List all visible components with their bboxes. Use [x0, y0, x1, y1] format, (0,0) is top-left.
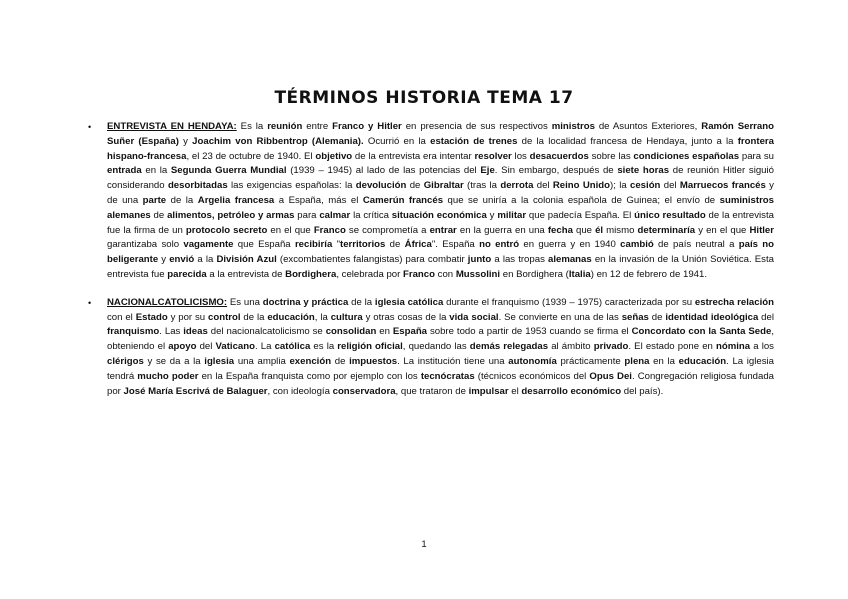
bold-run: Estado — [135, 311, 168, 323]
text-run: Es la — [236, 121, 268, 132]
bold-run: cesión — [630, 180, 661, 192]
text-run: de — [385, 239, 405, 251]
bold-run: España — [392, 326, 428, 338]
bold-run: cultura — [330, 311, 363, 323]
text-run: que padecía España. El — [526, 209, 635, 221]
bold-run: fecha — [547, 224, 573, 236]
bold-run: único resultado — [634, 209, 706, 221]
bold-run: Gibraltar — [423, 180, 464, 192]
bold-run: José María Escrivá de Balaguer — [123, 385, 268, 397]
text-run: que se uniría a la colonia española de Guinea; el envío de — [443, 194, 720, 206]
text-run: a la entrevista de — [206, 268, 286, 280]
text-run: que España — [233, 239, 295, 251]
bold-run: religión oficial — [337, 341, 403, 353]
text-run: en el que — [267, 224, 314, 236]
bold-run: él — [595, 224, 604, 236]
text-run: , quedando las — [402, 341, 470, 353]
text-run: , con ideología — [267, 385, 333, 397]
text-run: ) en 12 de febrero de 1941. — [590, 268, 708, 280]
bold-run: resolver — [474, 150, 512, 162]
bold-run: conservadora — [332, 385, 396, 397]
bold-run: Camerún francés — [362, 194, 444, 206]
bold-run: Franco y Hitler — [332, 121, 402, 132]
bold-run: frontera hispano-francesa — [107, 135, 774, 162]
text-run: en la invasión de la Unión Soviética. Esta entrevista fue — [107, 254, 774, 280]
bold-run: privado — [593, 341, 629, 353]
bold-run: franquismo — [107, 326, 160, 338]
bold-run: impuestos — [349, 355, 398, 367]
bold-run: Mussolini — [455, 268, 501, 280]
bold-run: país no beligerante — [107, 239, 774, 266]
text-run: las exigencias españolas: la — [227, 180, 356, 192]
text-run: sobre todo a partir de 1953 cuando se firma el — [427, 326, 632, 338]
bold-run: exención — [289, 355, 332, 367]
text-run: a España, más el — [274, 194, 363, 206]
text-run: de reunión Hitler siguió considerando — [107, 165, 774, 192]
bold-run: iglesia católica — [374, 296, 444, 308]
bold-run: reunión — [267, 121, 303, 132]
text-run: Es una — [227, 296, 263, 308]
text-run: para — [294, 209, 320, 221]
text-run: de país neutral a — [653, 239, 739, 251]
bold-run: iglesia — [204, 355, 235, 367]
text-run: en — [376, 326, 393, 338]
bold-run: suministros alemanes — [107, 194, 775, 221]
text-run: en Bordighera ( — [500, 268, 569, 280]
text-run: mismo — [603, 224, 638, 236]
text-run: la crítica — [350, 209, 392, 221]
bold-run: plena — [624, 355, 650, 367]
text-run: garantizaba solo — [107, 239, 184, 251]
text-run: se comprometía a — [345, 224, 430, 236]
bold-run: control — [208, 311, 241, 323]
bold-run: educación — [678, 355, 727, 367]
text-run: . Sin embargo, después de — [494, 165, 618, 177]
bold-run: católica — [274, 341, 311, 353]
bold-run: señas — [621, 311, 649, 323]
bold-run: consolidan — [325, 326, 377, 338]
bold-run: África — [404, 239, 432, 251]
text-run: ); la — [610, 180, 631, 192]
bold-run: Argelia francesa — [197, 194, 275, 206]
text-run: en la España franquista como por ejemplo con los — [198, 370, 421, 382]
text-run: , que trataron de — [395, 385, 469, 397]
bold-run: junto — [467, 254, 492, 266]
bold-run: entrada — [107, 165, 142, 177]
text-run: con — [435, 268, 456, 280]
bold-run: Eje — [480, 165, 495, 177]
text-run: (excombatientes falangistas) para combatir — [276, 254, 468, 266]
bold-run: Franco — [403, 268, 435, 280]
bold-run: doctrina y práctica — [262, 296, 349, 308]
bold-run: nómina — [716, 341, 751, 353]
bold-run: alimentos, petróleo y armas — [167, 209, 295, 221]
bold-run: ideas — [183, 326, 208, 338]
bold-run: desacuerdos — [529, 150, 589, 162]
text-run: de la entrevista fue la firma de un — [107, 209, 774, 236]
text-run: , celebrada por — [336, 268, 403, 280]
bold-run: territorios — [340, 239, 386, 251]
text-run: que — [572, 224, 596, 236]
bullet-icon: • — [88, 122, 92, 132]
terms-list — [88, 120, 774, 412]
bold-run: calmar — [319, 209, 351, 221]
text-run: para su — [739, 150, 775, 162]
text-run: del — [660, 180, 680, 192]
bold-run: demás relegadas — [469, 341, 549, 353]
text-run: . Las — [159, 326, 184, 338]
term-nacionalcatolicismo — [88, 296, 774, 400]
bold-run: entrar — [429, 224, 457, 236]
bold-run: situación económica — [391, 209, 487, 221]
text-run: en la guerra en una — [456, 224, 548, 236]
bold-run: condiciones españolas — [633, 150, 740, 162]
text-run: , la — [314, 311, 331, 323]
bold-run: cambió — [620, 239, 654, 251]
text-run: de Asuntos Exteriores, — [594, 121, 702, 132]
bold-run: Franco — [313, 224, 346, 236]
text-run: y se da a la — [143, 355, 205, 367]
text-run: y por su — [167, 311, 209, 323]
bold-run: siete horas — [617, 165, 670, 177]
bold-run: apoyo — [168, 341, 197, 353]
bold-run: mucho poder — [137, 370, 199, 382]
term-name: NACIONALCATOLICISMO: — [107, 296, 228, 308]
bold-run: Joachim von Ribbentrop (Alemania). — [192, 135, 364, 147]
text-run: y otras cosas de la — [362, 311, 450, 323]
bold-run: clérigos — [107, 355, 144, 367]
text-run: , obteniendo el — [107, 326, 774, 353]
bold-run: Marruecos francés — [679, 180, 766, 192]
bold-run: desorbitadas — [167, 180, 228, 192]
text-run: en presencia de sus respectivos — [401, 121, 552, 132]
text-run: los — [511, 150, 530, 162]
text-run: . Se convierte en una de las — [498, 311, 622, 323]
bold-run: División Azul — [216, 254, 277, 266]
bullet-icon: • — [88, 297, 92, 308]
bold-run: impulsar — [468, 385, 509, 397]
text-run: al ámbito — [548, 341, 594, 353]
text-run: el — [508, 385, 522, 397]
text-run: a los — [750, 341, 774, 353]
text-run: en la — [141, 165, 171, 177]
text-run: y — [178, 135, 193, 147]
text-run: (técnicos económicos del — [474, 370, 590, 382]
text-run: . La iglesia tendrá — [107, 355, 774, 382]
text-run: de — [406, 180, 424, 192]
bold-run: Vaticano — [215, 341, 255, 353]
bold-run: estrecha relación — [694, 296, 774, 308]
bold-run: autonomía — [508, 355, 557, 367]
bold-run: ministros — [551, 121, 595, 132]
text-run: con el — [107, 311, 136, 323]
text-run: en guerra y en 1940 — [519, 239, 621, 251]
text-run: del — [758, 311, 774, 323]
bold-run: vagamente — [183, 239, 234, 251]
bold-run: Concordato con la Santa Sede — [631, 326, 772, 338]
text-run: , el 23 de octubre de 1940. El — [186, 150, 316, 162]
text-run: y — [158, 254, 170, 266]
text-run: de — [648, 311, 666, 323]
bold-run: Reino Unido — [552, 180, 611, 192]
text-run: de la — [240, 311, 268, 323]
text-run: . El estado pone en — [628, 341, 717, 353]
bold-run: Bordighera — [285, 268, 337, 280]
bold-run: determinaría — [637, 224, 696, 236]
text-run: . La — [254, 341, 275, 353]
bold-run: tecnócratas — [420, 370, 475, 382]
bold-run: desarrollo económico — [521, 385, 622, 397]
text-run: a la — [194, 254, 217, 266]
term-definition — [107, 121, 774, 280]
text-run: de la — [348, 296, 375, 308]
text-run: y — [486, 209, 498, 221]
term-name: ENTREVISTA EN HENDAYA: — [107, 121, 237, 132]
text-run: (tras la — [463, 180, 501, 192]
text-run: en la — [649, 355, 679, 367]
bold-run: militar — [497, 209, 527, 221]
text-run: del — [196, 341, 216, 353]
bold-run: Ramón Serrano Suñer (España) — [107, 121, 774, 147]
text-run: . La institución tiene una — [397, 355, 509, 367]
bold-run: devolución — [355, 180, 407, 192]
bold-run: vida social — [449, 311, 499, 323]
bold-run: objetivo — [315, 150, 353, 162]
bold-run: parte — [142, 194, 167, 206]
bold-run: educación — [267, 311, 315, 323]
text-run: entre — [302, 121, 333, 132]
bold-run: identidad ideológica — [665, 311, 759, 323]
text-run: ". España — [431, 239, 480, 251]
text-run: de la entrevista era intentar — [352, 150, 475, 162]
page-number: 1 — [421, 539, 427, 550]
bold-run: protocolo secreto — [185, 224, 268, 236]
text-run: " — [332, 239, 341, 251]
bold-run: Opus Dei — [589, 370, 632, 382]
text-run: prácticamente — [556, 355, 625, 367]
text-run: del nacionalcatolicismo se — [207, 326, 326, 338]
bold-run: parecida — [167, 268, 207, 280]
text-run: sobre las — [588, 150, 634, 162]
text-run: y de una — [107, 180, 774, 206]
text-run: del país). — [621, 385, 664, 397]
text-run: (1939 – 1945) al lado de las potencias del — [286, 165, 481, 177]
text-run: del — [533, 180, 553, 192]
bold-run: recibiría — [294, 239, 333, 251]
bold-run: envió — [169, 254, 195, 266]
text-run: de — [331, 355, 350, 367]
bold-run: Segunda Guerra Mundial — [170, 165, 287, 177]
bold-run: estación de trenes — [430, 135, 518, 147]
bold-run: derrota — [500, 180, 534, 192]
term-entrevista-en-hendaya — [88, 120, 774, 283]
text-run: una amplia — [234, 355, 290, 367]
text-run: y en el que — [695, 224, 750, 236]
text-run: . Congregación religiosa fundada por — [107, 370, 775, 397]
text-run: es la — [310, 341, 338, 353]
text-run: de la — [166, 194, 198, 206]
text-run: a las tropas — [491, 254, 548, 266]
bold-run: Hitler — [749, 224, 774, 236]
bold-run: Italia — [568, 268, 591, 280]
text-run: Ocurrió en la — [363, 135, 431, 147]
bold-run: no entró — [479, 239, 520, 251]
text-run: de la localidad francesa de Hendaya, junto a la — [517, 135, 738, 147]
bold-run: alemanas — [547, 254, 592, 266]
text-run: durante el franquismo (1939 – 1975) caracterizada por su — [443, 296, 695, 308]
term-definition — [107, 297, 774, 397]
text-run: de — [150, 209, 168, 221]
document-title: TÉRMINOS HISTORIA TEMA 17 — [274, 88, 574, 108]
